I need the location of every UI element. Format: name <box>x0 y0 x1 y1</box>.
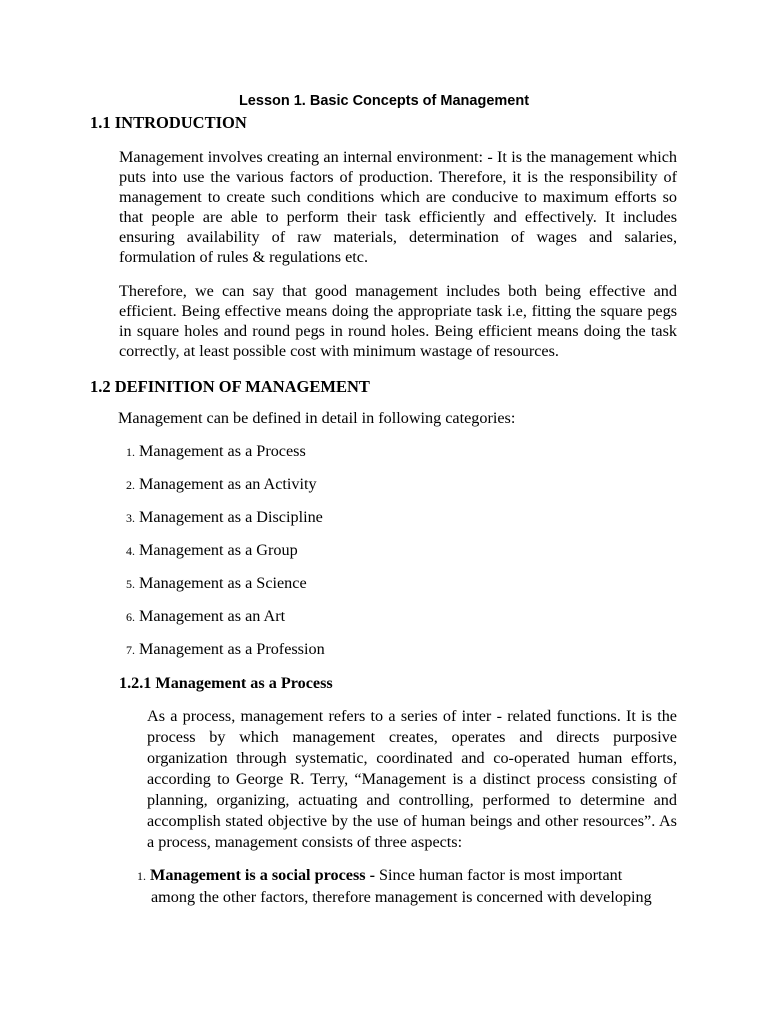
list-number: 4. <box>126 544 135 558</box>
list-text: Management as a Discipline <box>139 508 323 526</box>
category-list-item <box>126 574 307 593</box>
subsection-heading-process: 1.2.1 Management as a Process <box>119 674 333 692</box>
aspect-list-item <box>137 865 677 908</box>
category-list-item <box>126 607 285 626</box>
category-list-item <box>126 541 298 560</box>
list-text: Management as an Art <box>139 607 286 625</box>
list-text: Management as an Activity <box>139 475 317 493</box>
list-text: Management as a Process <box>139 442 306 460</box>
intro-paragraph-1: Management involves creating an internal environment: - It is the management which puts into use the various factors of production. Therefore, it is the responsibility of management to create such conditions which are conducive to maximum efforts so that people are able to perform their task efficiently and effectively. It includes ensuring availability of raw materials, determination of wages and salaries, formulation of rules & regulations etc. <box>119 148 677 266</box>
process-paragraph: As a process, management refers to a series of inter - related functions. It is the process by which management creates, operates and directs purposive organization through systematic, coordinated and co-operated human efforts, according to George R. Terry, “Management is a distinct process consisting of planning, organizing, actuating and controlling, performed to determine and accomplish stated objective by the use of human beings and other resources”. As a process, management consists of three aspects: <box>147 707 677 851</box>
list-number: 3. <box>126 511 135 525</box>
list-number: 5. <box>126 577 135 591</box>
category-list-item <box>126 475 317 494</box>
aspect-text: Since human factor is most important <box>375 866 623 884</box>
section-heading-introduction: 1.1 INTRODUCTION <box>90 113 247 132</box>
definition-intro: Management can be defined in detail in following categories: <box>118 409 516 427</box>
list-number: 7. <box>126 643 135 657</box>
category-list-item <box>126 442 306 461</box>
list-text: Management as a Profession <box>139 640 325 658</box>
list-number: 1. <box>126 445 135 459</box>
aspect-lead: Management is a social process - <box>150 866 375 884</box>
list-number: 2. <box>126 478 135 492</box>
intro-paragraph-2: Therefore, we can say that good management includes both being effective and efficient. Being effective means doing the appropriate task i.e, fitting the square pegs in square holes and round pegs in round holes. Being efficient means doing the task correctly, at least possible cost with minimum wastage of resources. <box>119 282 677 360</box>
section-heading-definition: 1.2 DEFINITION OF MANAGEMENT <box>90 377 370 396</box>
list-number: 1. <box>137 869 146 883</box>
category-list-item <box>126 640 325 659</box>
category-list-item <box>126 508 323 527</box>
lesson-title: Lesson 1. Basic Concepts of Management <box>238 93 530 109</box>
list-number: 6. <box>126 610 135 624</box>
aspect-continuation: among the other factors, therefore management is concerned with developing <box>151 888 652 906</box>
list-text: Management as a Group <box>139 541 298 559</box>
list-text: Management as a Science <box>139 574 307 592</box>
